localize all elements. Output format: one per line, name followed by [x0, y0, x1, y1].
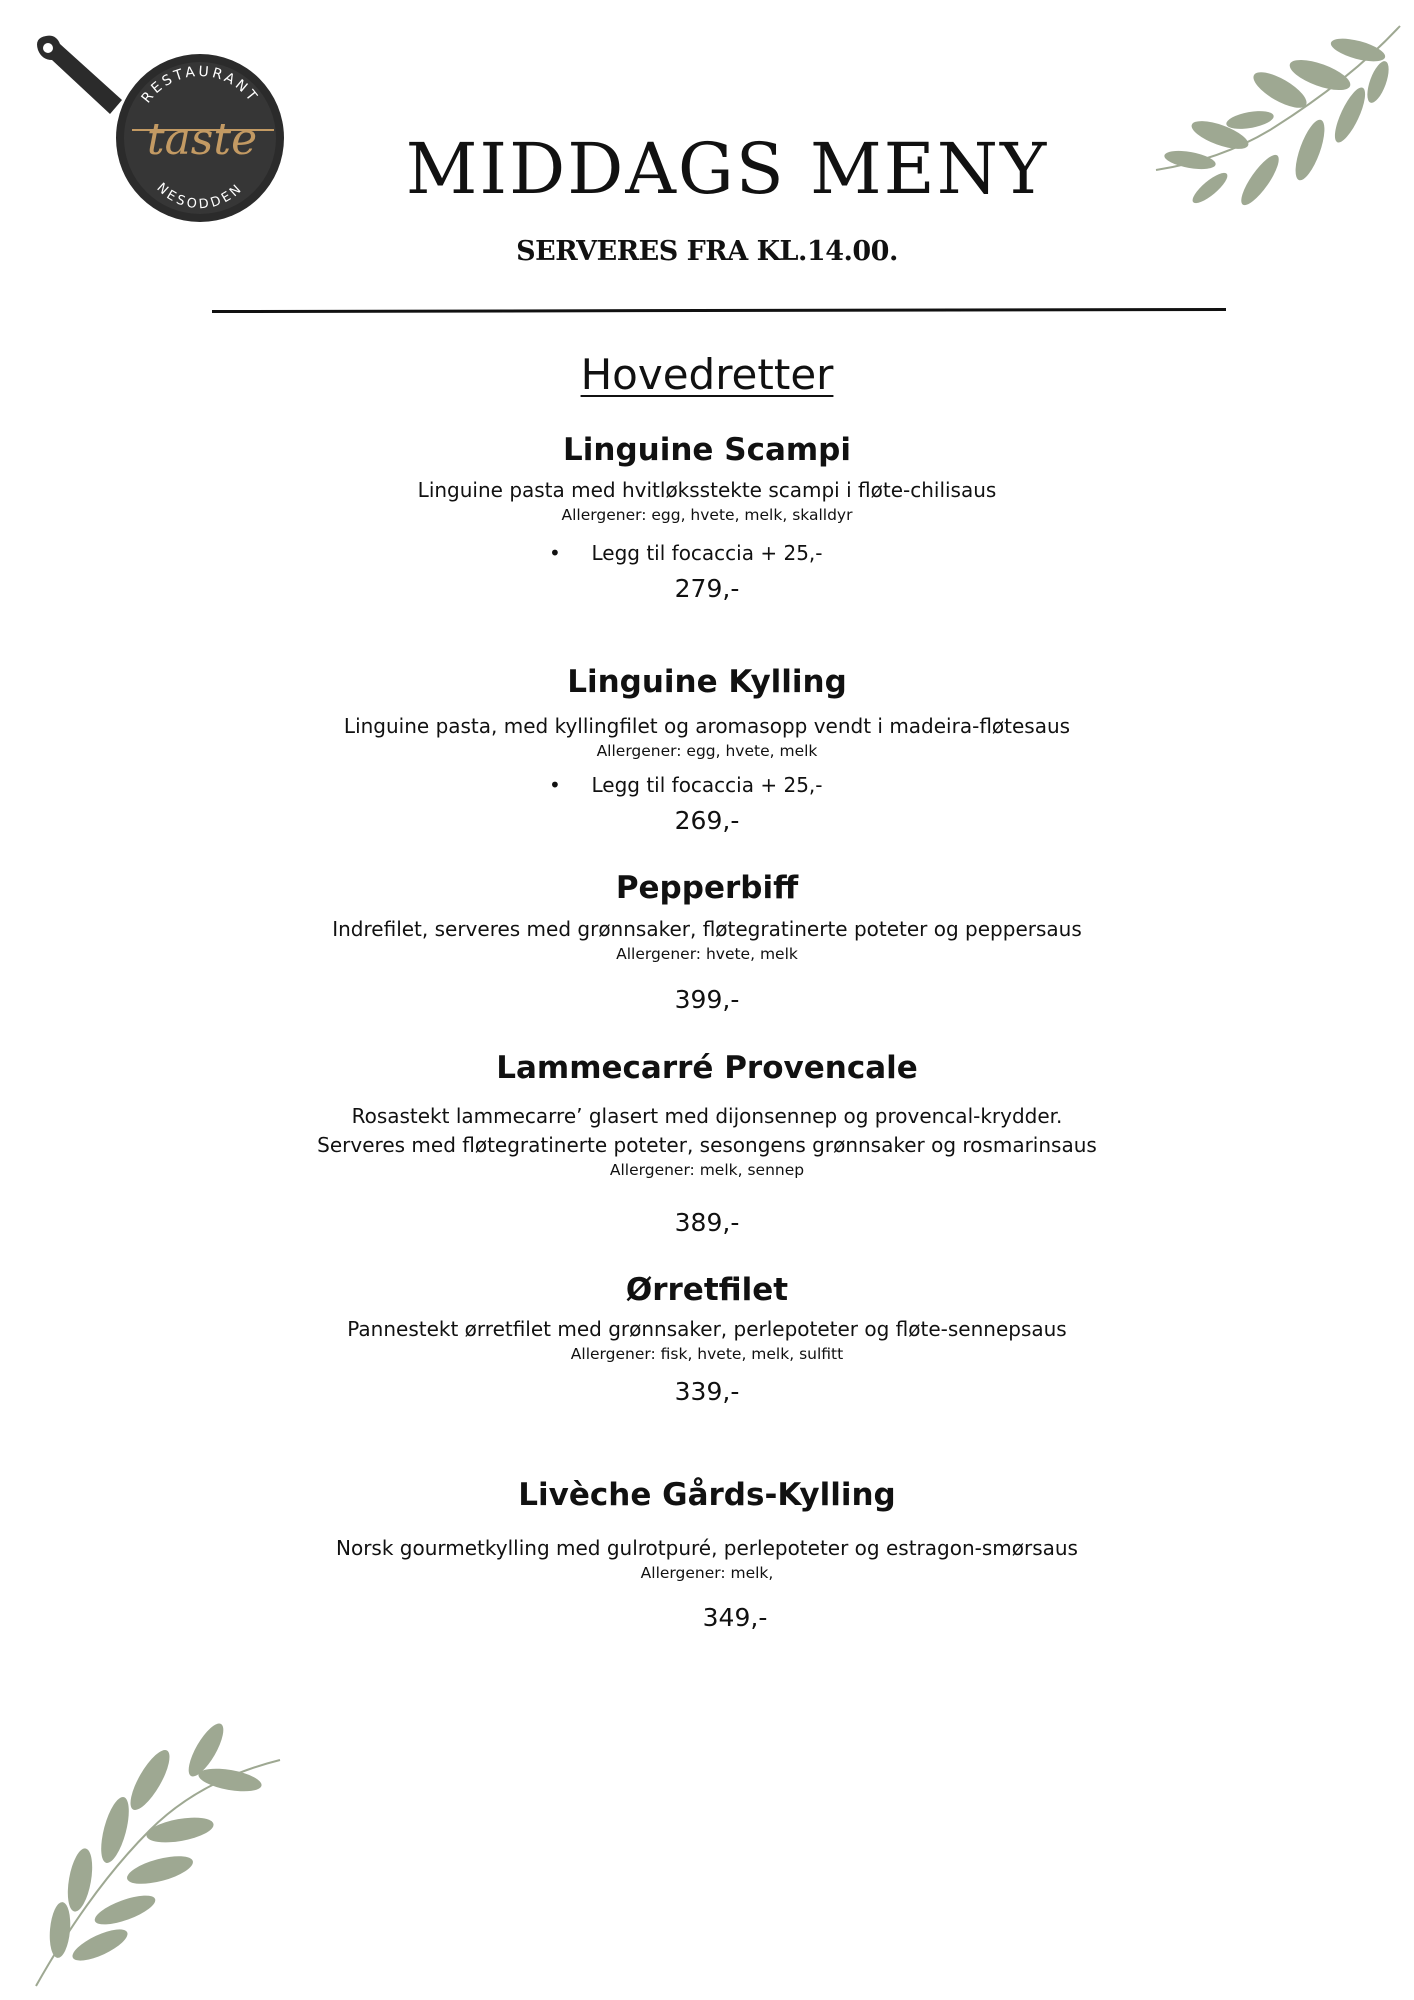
- dish-price: 399,-: [674, 985, 740, 1014]
- dish-price: 349,-: [702, 1603, 768, 1632]
- section-heading: Hovedretter: [580, 350, 834, 399]
- dish-price: 389,-: [674, 1208, 740, 1237]
- dish-name: Linguine Kylling: [567, 664, 847, 700]
- dish-description-line-2: Serveres med fløtegratinerte poteter, sesongens grønnsaker og rosmarinsaus: [317, 1133, 1097, 1157]
- page-subtitle: SERVERES FRA KL.14.00.: [516, 236, 898, 267]
- dish-price: 269,-: [674, 806, 740, 835]
- page-title: MIDDAGS MENY: [405, 128, 1049, 210]
- dish-price: 339,-: [674, 1377, 740, 1406]
- dish-addon: Legg til focaccia + 25,-: [591, 541, 823, 565]
- dish-name: Livèche Gårds-Kylling: [518, 1477, 896, 1513]
- leaf-branch-icon: [30, 1720, 290, 1990]
- dish-allergens: Allergener: fisk, hvete, melk, sulfitt: [570, 1345, 844, 1363]
- dish-description: Pannestekt ørretfilet med grønnsaker, perlepoteter og fløte-sennepsaus: [347, 1317, 1067, 1341]
- dish-allergens: Allergener: melk, sennep: [609, 1161, 805, 1179]
- logo-brand-text: taste: [146, 114, 258, 165]
- dish-allergens: Allergener: melk,: [640, 1564, 774, 1582]
- bullet-icon: •: [549, 541, 561, 565]
- dish-name: Pepperbiff: [615, 870, 799, 906]
- logo-bottom-text: NESODDEN: [153, 180, 247, 213]
- dish-description: Norsk gourmetkylling med gulrotpuré, perlepoteter og estragon-smørsaus: [336, 1536, 1078, 1560]
- dish-description: Linguine pasta med hvitløksstekte scampi i fløte-chilisaus: [417, 478, 997, 502]
- dish-name: Ørretfilet: [625, 1272, 789, 1308]
- logo-top-text: RESTAURANT: [138, 63, 262, 107]
- dish-description: Rosastekt lammecarre’ glasert med dijonsennep og provencal-krydder.: [351, 1104, 1063, 1128]
- dish-name: Linguine Scampi: [563, 432, 851, 468]
- bullet-icon: •: [549, 773, 561, 797]
- dish-description: Linguine pasta, med kyllingfilet og aromasopp vendt i madeira-fløtesaus: [343, 714, 1071, 738]
- dish-allergens: Allergener: egg, hvete, melk: [596, 742, 818, 760]
- dish-allergens: Allergener: egg, hvete, melk, skalldyr: [561, 506, 853, 524]
- dish-addon: Legg til focaccia + 25,-: [591, 773, 823, 797]
- dish-price: 279,-: [674, 574, 740, 603]
- dish-allergens: Allergener: hvete, melk: [616, 945, 798, 963]
- header-divider: [212, 308, 1226, 313]
- dish-description: Indrefilet, serveres med grønnsaker, fløtegratinerte poteter og peppersaus: [332, 917, 1082, 941]
- dish-name: Lammecarré Provencale: [496, 1050, 918, 1086]
